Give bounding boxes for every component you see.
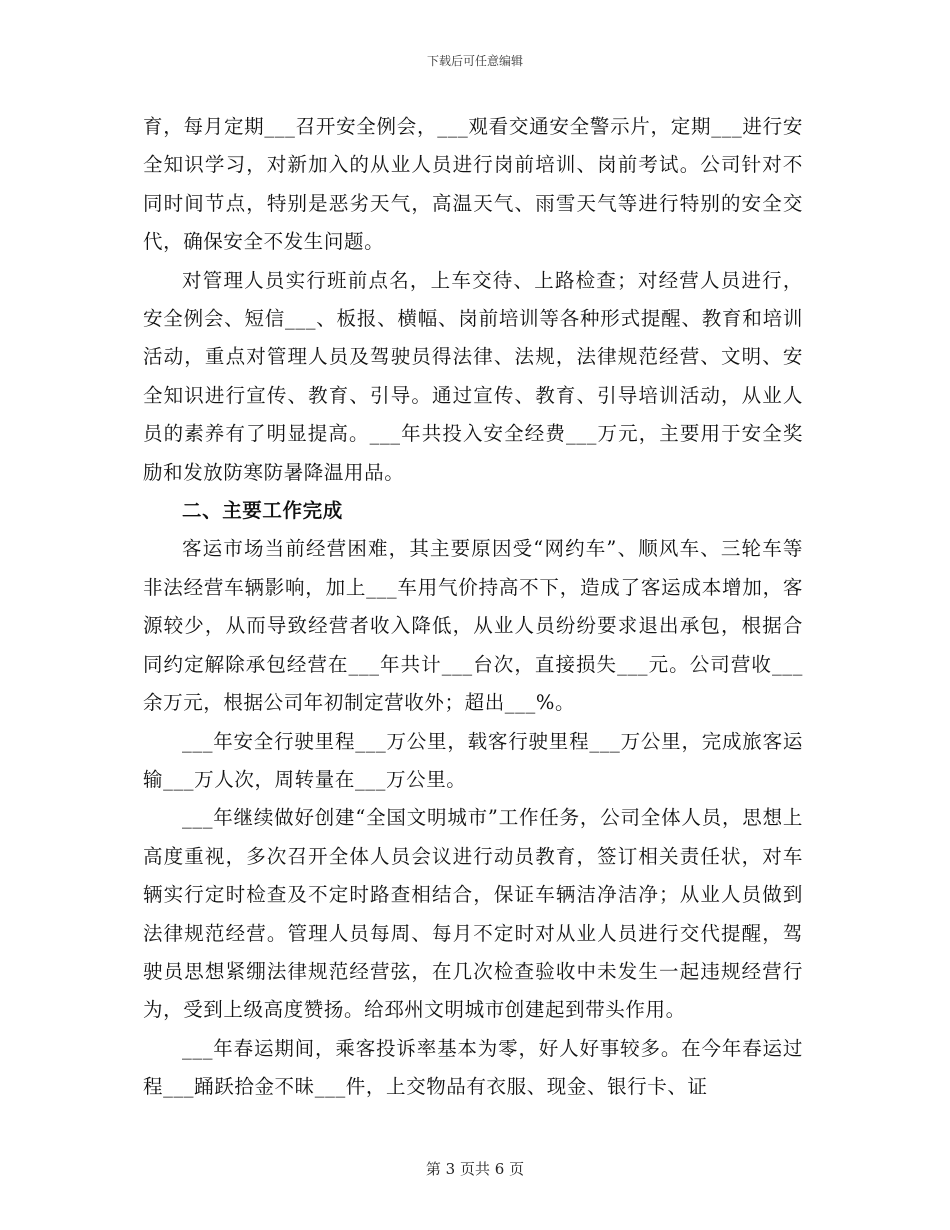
section-heading-main-work: 二、主要工作完成 xyxy=(182,499,343,523)
document-body xyxy=(143,108,803,1107)
paragraph-spring-festival: ___年春运期间，乘客投诉率基本为零，好人好事较多。在今年春运过程___踊跃拾金不昧___件，上交物品有衣服、现金、银行卡、证 xyxy=(143,1036,803,1099)
paragraph-passenger-market: 客运市场当前经营困难，其主要原因受“网约车”、顺风车、三轮车等非法经营车辆影响，加上___车用气价持高不下，造成了客运成本增加，客源较少，从而导致经营者收入降低，从业人员纷纷要求退出承包，根据合同约定解除承包经营在___年共计___台次，直接损失___元。公司营收___余万元，根据公司年初制定营收外；超出___%。 xyxy=(143,537,803,715)
paragraph-safety-education-continued: 育，每月定期___召开安全例会，___观看交通安全警示片，定期___进行安全知识学习，对新加入的从业人员进行岗前培训、岗前考试。公司针对不同时间节点，特别是恶劣天气，高温天气、雨雪天气等进行特别的安全交代，确保安全不发生问题。 xyxy=(143,115,803,254)
paragraph-management-training: 对管理人员实行班前点名，上车交待、上路检查；对经营人员进行，安全例会、短信___、板报、横幅、岗前培训等各种形式提醒、教育和培训活动，重点对管理人员及驾驶员得法律、法规，法律规范经营、文明、安全知识进行宣传、教育、引导。通过宣传、教育、引导培训活动，从业人员的素养有了明显提高。___年共投入安全经费___万元，主要用于安全奖励和发放防寒防暑降温用品。 xyxy=(143,268,803,484)
page-header: 下载后可任意编辑 xyxy=(426,54,523,68)
paragraph-civilized-city: ___年继续做好创建“全国文明城市”工作任务，公司全体人员，思想上高度重视，多次召开全体人员会议进行动员教育，签订相关责任状，对车辆实行定时检查及不定时路查相结合，保证车辆洁净洁净；从业人员做到法律规范经营。管理人员每周、每月不定时对从业人员进行交代提醒，驾驶员思想紧绷法律规范经营弦，在几次检查验收中未发生一起违规经营行为，受到上级高度赞扬。给邳州文明城市创建起到带头作用。 xyxy=(143,806,803,1022)
page-number-footer: 第 3 页共 6 页 xyxy=(425,1160,525,1178)
paragraph-mileage-stats: ___年安全行驶里程___万公里，载客行驶里程___万公里，完成旅客运输___万人次，周转量在___万公里。 xyxy=(143,729,803,791)
